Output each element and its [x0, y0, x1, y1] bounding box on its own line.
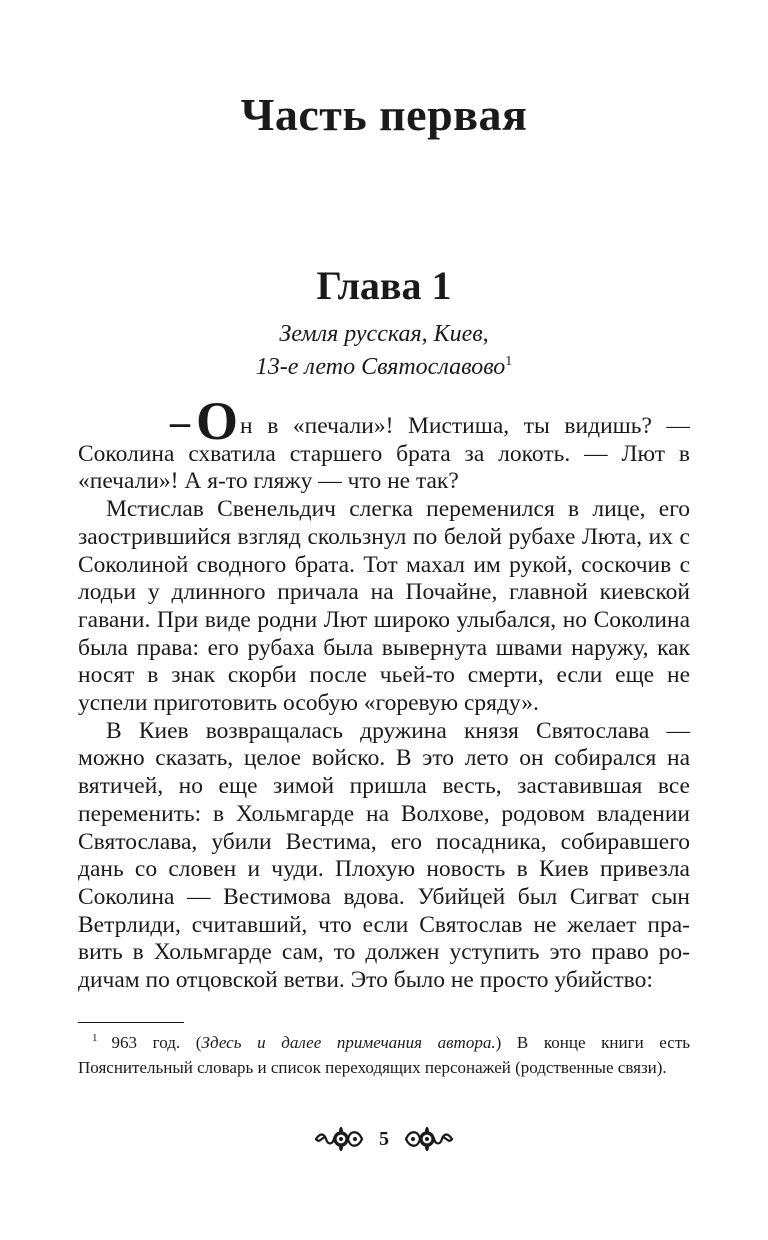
knot-ornament-left-icon	[314, 1124, 364, 1154]
footnote-text-start: 963 год. (	[111, 1033, 202, 1052]
knot-ornament-right-icon	[404, 1124, 454, 1154]
paragraph-2: Мстислав Свенельдич слегка переменился в лице, его заострившийся взгляд скользнул по белой рубахе Люта, их с Соколиной сводного брата. Тот махал им рукой, соскочив с лодьи у длинного причала на Почайне, главной киевской гавани. При виде родни Лют широко улыбался, но Соколина была права: его рубаха была вывернута швами наружу, как носят в знак скорби после чьей-то смерти, если еще не успели приготовить особую «горевую сряду».	[78, 496, 690, 717]
page-folio	[0, 1124, 768, 1160]
lead-dash: –	[170, 399, 190, 444]
paragraph-1-text: н в «печали»! Мистиша, ты видишь? — Соколина схватила старшего брата за локоть. — Лют в «печали»! А я-то гляжу — что не так?	[78, 413, 690, 495]
body-text	[78, 391, 690, 995]
paragraph-1	[78, 391, 690, 496]
epigraph-line-1: Земля русская, Киев,	[279, 321, 489, 347]
epigraph-line-2-text: 13-е лето Святославово	[255, 354, 506, 380]
drop-cap: О	[196, 391, 239, 451]
footnote	[78, 1030, 690, 1080]
part-title: Часть первая	[240, 89, 528, 140]
footnote-reference: 1	[505, 354, 513, 369]
footnote-text-italic: Здесь и далее примечания автора.	[201, 1033, 496, 1052]
chapter-title: Глава 1	[316, 263, 452, 308]
footnote-text-end: ) В конце книги есть Пояснительный словарь и список переходящих персонажей (родственные связи).	[78, 1033, 690, 1077]
page-number: 5	[379, 1127, 389, 1150]
chapter-epigraph	[0, 318, 768, 384]
footnote-mark: 1	[92, 1032, 98, 1045]
footnote-divider	[78, 1022, 184, 1023]
paragraph-3: В Киев возвращалась дружина князя Святослава — можно сказать, целое войско. В это лето он собирался на вятичей, но еще зимой пришла весть, заставившая все переменить: в Хольмгарде на Волхове, родовом владении Святослава, убили Вестима, его посадника, собиравшего дань со словен и чуди. Плохую новость в Киев привезла Соколина — Вестимова вдова. Убийцей был Сигват сын Ветрлиди, считавший, что если Святослав не желает править в Хольмгарде сам, то должен уступить это право родичам по отцовской ветви. Это было не просто убийство:	[78, 717, 690, 994]
epigraph-line-2	[0, 351, 768, 384]
